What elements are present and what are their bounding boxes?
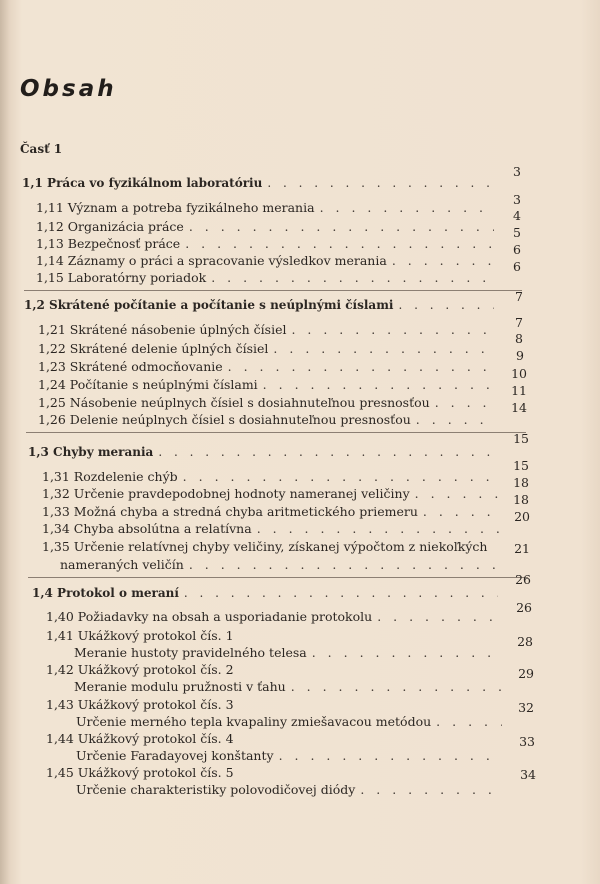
toc-item-1-41 (46, 628, 346, 643)
toc-item-1-32 (42, 486, 498, 501)
toc-label: 1,40 Požiadavky na obsah a usporiadanie protokolu (46, 609, 373, 624)
toc-label: Určenie Faradayovej konštanty (76, 748, 274, 763)
toc-item-1-12 (36, 219, 494, 234)
toc-label: Meranie hustoty pravidelného telesa (74, 645, 307, 660)
toc-page: 5 (513, 225, 521, 240)
toc-label: 1,26 Delenie neúplnych čísiel s dosiahnuteľnou presnosťou (38, 412, 411, 427)
toc-item-1-43 (46, 697, 346, 712)
toc-item-1-26 (38, 412, 496, 427)
toc-page: 29 (518, 666, 534, 681)
toc-page: 6 (513, 242, 521, 257)
toc-item-1-44-continuation (76, 748, 502, 763)
toc-section-1-4 (32, 586, 498, 600)
toc-item-1-43-continuation (76, 714, 502, 729)
toc-item-1-41-continuation (74, 645, 502, 660)
part-heading: Časť 1 (20, 142, 63, 156)
toc-page: 21 (514, 541, 530, 556)
toc-page: 7 (515, 289, 523, 304)
toc-item-1-45-continuation (76, 782, 502, 797)
toc-label: 1,23 Skrátené odmocňovanie (38, 359, 223, 374)
toc-item-1-34 (42, 521, 500, 536)
toc-item-1-35 (42, 539, 502, 554)
toc-label: 1,35 Určenie relatívnej chyby veličiny, získanej výpočtom z niekoľkých (42, 539, 488, 554)
toc-label: 1,14 Záznamy o práci a spracovanie výsledkov merania (36, 253, 387, 268)
toc-label: 1,24 Počítanie s neúplnými číslami (38, 377, 258, 392)
toc-page: 8 (515, 331, 523, 346)
toc-page: 4 (513, 208, 521, 223)
toc-item-1-33 (42, 504, 498, 519)
toc-item-1-22 (38, 341, 494, 356)
toc-label: 1,13 Bezpečnosť práce (36, 236, 181, 251)
toc-page: 14 (511, 400, 527, 415)
toc-label: 1,21 Skrátené násobenie úplných čísiel (38, 322, 287, 337)
toc-section-1-1 (22, 176, 490, 190)
toc-label: 1,44 Ukážkový protokol čís. 4 (46, 731, 234, 746)
toc-item-1-40 (46, 609, 502, 624)
section-divider (26, 432, 526, 433)
toc-label: 1,3 Chyby merania (28, 445, 154, 459)
page-title: Obsah (20, 76, 117, 102)
toc-page: 3 (513, 192, 521, 207)
toc-label: 1,1 Práca vo fyzikálnom laboratóriu (22, 176, 263, 190)
toc-item-1-14 (36, 253, 496, 268)
toc-page: 33 (519, 734, 535, 749)
toc-label: 1,45 Ukážkový protokol čís. 5 (46, 765, 234, 780)
toc-page: 7 (515, 315, 523, 330)
toc-label: nameraných veličín (60, 557, 184, 572)
toc-page: 20 (514, 509, 530, 524)
toc-item-1-44 (46, 731, 346, 746)
toc-item-1-31 (42, 469, 498, 484)
toc-label: 1,15 Laboratórny poriadok (36, 270, 207, 285)
toc-label: 1,4 Protokol o meraní (32, 586, 179, 600)
toc-item-1-42-continuation (74, 679, 502, 694)
toc-section-1-2 (24, 298, 494, 312)
toc-page: 10 (511, 366, 527, 381)
toc-page: 26 (515, 572, 531, 587)
toc-label: 1,12 Organizácia práce (36, 219, 184, 234)
toc-label: 1,41 Ukážkový protokol čís. 1 (46, 628, 234, 643)
toc-label: Určenie merného tepla kvapaliny zmiešavacou metódou (76, 714, 432, 729)
toc-page: 6 (513, 259, 521, 274)
toc-item-1-15 (36, 270, 496, 285)
toc-item-1-24 (38, 377, 494, 392)
toc-page: 3 (513, 164, 521, 179)
toc-item-1-21 (38, 322, 496, 337)
toc-section-1-3 (28, 445, 496, 459)
toc-page: 28 (517, 634, 533, 649)
toc-label: 1,34 Chyba absolútna a relatívna (42, 521, 252, 536)
toc-label: 1,33 Možná chyba a stredná chyba aritmetického priemeru (42, 504, 418, 519)
toc-item-1-35-continuation (60, 557, 500, 572)
toc-label: 1,2 Skrátené počítanie a počítanie s neúplnými číslami (24, 298, 394, 312)
toc-label: 1,43 Ukážkový protokol čís. 3 (46, 697, 234, 712)
toc-item-1-25 (38, 395, 496, 410)
toc-page: 18 (513, 475, 529, 490)
toc-page: 15 (513, 458, 529, 473)
section-divider (28, 577, 528, 578)
toc-label: 1,22 Skrátené delenie úplných čísiel (38, 341, 269, 356)
toc-page: 15 (513, 431, 529, 446)
toc-label: 1,11 Význam a potreba fyzikálneho merania (36, 200, 315, 215)
toc-item-1-23 (38, 359, 494, 374)
toc-item-1-45 (46, 765, 346, 780)
toc-label: 1,25 Násobenie neúplnych čísiel s dosiahnuteľnou presnosťou (38, 395, 430, 410)
toc-page: 9 (516, 348, 524, 363)
toc-page: 18 (513, 492, 529, 507)
toc-item-1-11 (36, 200, 494, 215)
toc-label: Meranie modulu pružnosti v ťahu (74, 679, 286, 694)
toc-item-1-13 (36, 236, 494, 251)
toc-page: 26 (516, 600, 532, 615)
toc-page: 11 (511, 383, 527, 398)
toc-page: 32 (518, 700, 534, 715)
toc-label: Určenie charakteristiky polovodičovej diódy (76, 782, 356, 797)
toc-label: 1,32 Určenie pravdepodobnej hodnoty nameranej veličiny (42, 486, 410, 501)
section-divider (24, 290, 522, 291)
toc-item-1-42 (46, 662, 346, 677)
toc-label: 1,31 Rozdelenie chýb (42, 469, 178, 484)
toc-label: 1,42 Ukážkový protokol čís. 2 (46, 662, 234, 677)
toc-page: 34 (520, 767, 536, 782)
